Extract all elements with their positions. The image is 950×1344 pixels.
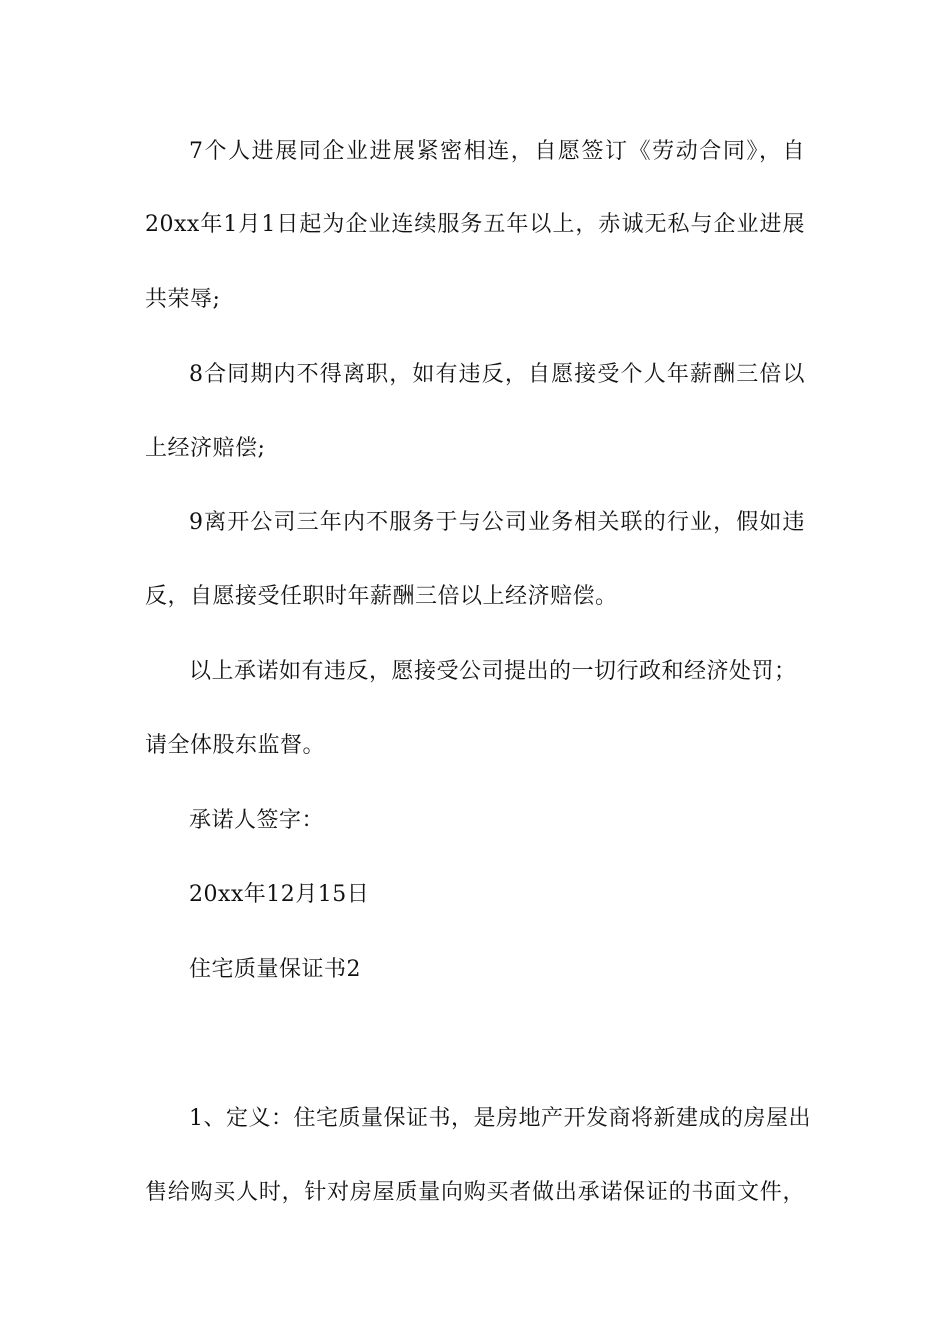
- paragraph-line: 8合同期内不得离职，如有违反，自愿接受个人年薪酬三倍以: [189, 362, 805, 387]
- paragraph-line: 反，自愿接受任职时年薪酬三倍以上经济赔偿。: [145, 584, 618, 609]
- paragraph-line: 20xx年1月1日起为企业连续服务五年以上，赤诚无私与企业进展: [145, 212, 805, 237]
- paragraph-line: 上经济赔偿;: [145, 436, 266, 461]
- section-heading: 住宅质量保证书2: [189, 957, 361, 982]
- paragraph-line: 9离开公司三年内不服务于与公司业务相关联的行业，假如违: [189, 510, 805, 535]
- paragraph-line: 共荣辱;: [145, 287, 221, 312]
- paragraph-line: 7个人进展同企业进展紧密相连，自愿签订《劳动合同》，自: [189, 139, 805, 164]
- paragraph-line: 请全体股东监督。: [145, 733, 326, 758]
- signature-label: 承诺人签字：: [189, 808, 325, 833]
- paragraph-line: 1、定义：住宅质量保证书，是房地产开发商将新建成的房屋出: [189, 1106, 811, 1131]
- paragraph-line: 以上承诺如有违反，愿接受公司提出的一切行政和经济处罚；: [189, 659, 797, 684]
- paragraph-line: 售给购买人时，针对房屋质量向购买者做出承诺保证的书面文件，: [145, 1180, 805, 1205]
- date-line: 20xx年12月15日: [189, 882, 370, 907]
